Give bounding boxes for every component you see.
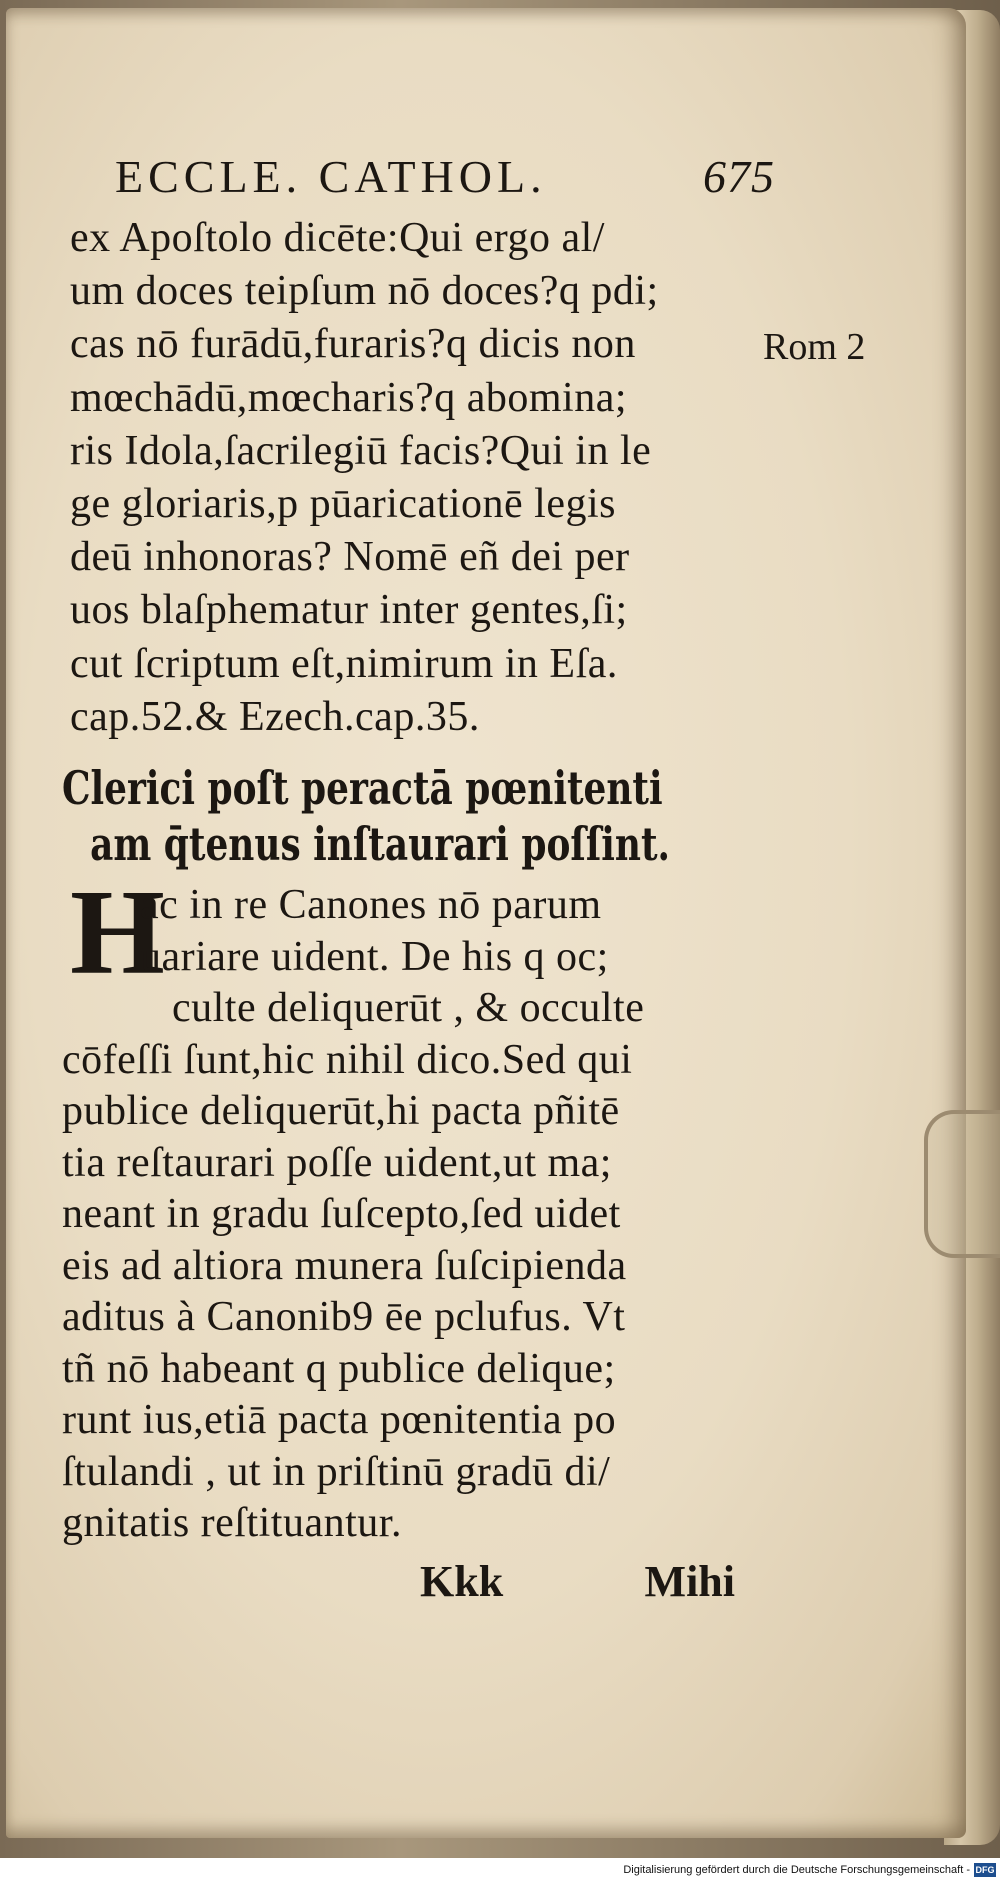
running-head-title: ECCLE. CATHOL. <box>115 151 547 202</box>
text-line: cap.52.& Ezech.cap.35. <box>70 693 480 740</box>
text-line: mœchādū,mœcharis?q abomina; <box>70 374 627 421</box>
paragraph-1 <box>70 212 760 744</box>
catchword: Mihi <box>644 1557 735 1606</box>
heading-line: Clerici poſt peractā pœnitenti <box>62 761 663 815</box>
text-line: uariare uident. De his q oc; <box>140 933 609 980</box>
drop-cap: H <box>70 865 165 1000</box>
text-line: aditus à Canonib9 ēe pclufus. Vt <box>62 1294 626 1340</box>
text-line: neant in gradu ſuſcepto,ſed uidet <box>62 1191 621 1237</box>
text-line: ex Apoſtolo dicēte:Qui ergo al/ <box>70 215 605 261</box>
book-clasp <box>924 1110 1000 1258</box>
text-line: cas nō furādū,furaris?q dicis non <box>70 321 636 368</box>
text-line: culte deliquerūt , & occulte <box>172 985 645 1031</box>
running-head <box>115 150 775 203</box>
text-line: ge gloriaris,p pūaricationē legis <box>70 481 616 528</box>
text-line: gnitatis reſtituantur. <box>62 1500 402 1546</box>
catchword-line <box>420 1556 735 1607</box>
text-line: eis ad altiora munera ſuſcipienda <box>62 1242 627 1289</box>
dfg-logo: DFG <box>975 1865 995 1875</box>
text-line: um doces teipſum nō doces?q pdi; <box>70 268 659 315</box>
text-line: ac in re Canones nō parum <box>140 882 602 928</box>
folio-number: 675 <box>703 151 775 202</box>
text-line: tñ nō habeant q publice delique; <box>62 1345 616 1392</box>
text-line: ris Idola,ſacrilegiū facis?Qui in le <box>70 427 652 474</box>
signature-mark: Kkk <box>420 1557 504 1606</box>
text-line: publice deliquerūt,hi pacta pñitē <box>62 1088 620 1134</box>
paragraph-2 <box>62 865 762 1550</box>
text-line: cut ſcriptum eſt,nimirum in Eſa. <box>70 640 618 687</box>
digitization-credit: Digitalisierung gefördert durch die Deutsche Forschungsgemeinschaft - <box>623 1864 970 1876</box>
text-line: deū inhonoras? Nomē eñ dei per <box>70 534 630 581</box>
heading-line: am q̄tenus inſtaurari poſſint. <box>90 817 671 871</box>
text-line: cōfeſſi ſunt,hic nihil dico.Sed qui <box>62 1036 633 1083</box>
section-heading <box>62 760 671 872</box>
text-line: uos blaſphematur inter gentes,ſi; <box>70 587 628 634</box>
text-line: ſtulandi , ut in priſtinū gradū di/ <box>62 1448 611 1495</box>
text-line: tia reſtaurari poſſe uident,ut ma; <box>62 1139 612 1186</box>
text-line: runt ius,etiā pacta pœnitentia po <box>62 1397 617 1443</box>
marginal-note: Rom 2 <box>763 326 866 368</box>
